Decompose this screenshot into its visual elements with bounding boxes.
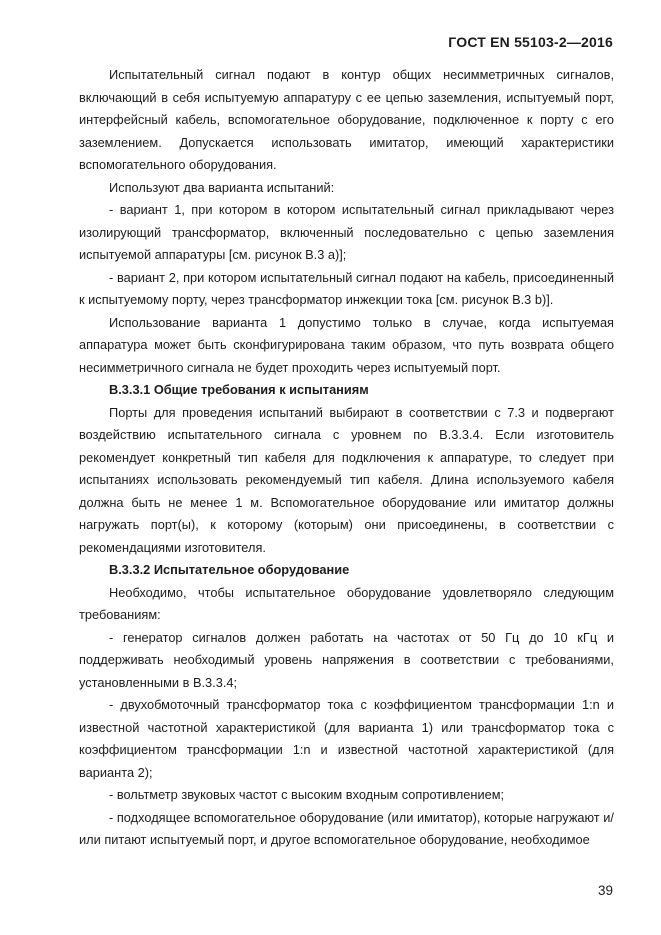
paragraph-variant-1-usage: Использование варианта 1 допустимо только в случае, когда испытуемая аппаратура может быть сконфигурирована таким образом, что путь возврата общего несимметричного сигнала не будет проходить через испытуемый порт.	[79, 314, 614, 375]
paragraph-equipment-intro: Необходимо, чтобы испытательное оборудование удовлетворяло следующим требованиям:	[79, 584, 614, 622]
list-item-variant-2: - вариант 2, при котором испытательный сигнал подают на кабель, присоединенный к испытуемому порту, через трансформатор инжекции тока [см. рисунок В.3 b)].	[79, 269, 614, 307]
list-item-auxiliary-equipment: - подходящее вспомогательное оборудование (или имитатор), которые нагружают и/или питают испытуемый порт, и другое вспомогательное оборудование, необходимое	[79, 809, 614, 847]
document-body	[79, 64, 614, 852]
section-heading-general-requirements: В.3.3.1 Общие требования к испытаниям	[109, 382, 369, 397]
page-number: 39	[597, 883, 613, 898]
list-item-voltmeter: - вольтметр звуковых частот с высоким входным сопротивлением;	[109, 787, 505, 802]
list-item-variant-1: - вариант 1, при котором в котором испытательный сигнал прикладывают через изолирующий трансформатор, включенный последовательно с цепью заземления испытуемой аппаратуры [см. рисунок В.3 а)];	[79, 202, 614, 262]
list-item-signal-generator: - генератор сигналов должен работать на частотах от 50 Гц до 10 кГц и поддерживать необходимый уровень напряжения в соответствии с требованиями, установленными в В.3.3.4;	[79, 629, 614, 690]
paragraph-test-signal: Испытательный сигнал подают в контур общих несимметричных сигналов, включающий в себя испытуемую аппаратуру с ее цепью заземления, испытуемый порт, интерфейсный кабель, вспомогательное оборудование, подключенное к порту с его заземлением. Допускается использовать имитатор, имеющий характеристики вспомогательного оборудования.	[79, 67, 614, 172]
paragraph-test-variants: Используют два варианта испытаний:	[109, 179, 335, 195]
section-heading-test-equipment: В.3.3.2 Испытательное оборудование	[109, 562, 350, 577]
standard-designation: ГОСТ EN 55103-2—2016	[448, 34, 613, 50]
paragraph-general-requirements: Порты для проведения испытаний выбирают в соответствии с 7.3 и подвергают воздействию испытательного сигнала с уровнем по В.3.3.4. Если изготовитель рекомендует конкретный тип кабеля для подключения к аппаратуре, то следует при испытаниях использовать рекомендуемый тип кабеля. Длина используемого кабеля должна быть не менее 1 м. Вспомогательное оборудование или имитатор должны нагружать порт(ы), к которому (которым) они присоединены, в соответствии с рекомендациями изготовителя.	[79, 404, 614, 555]
list-item-current-transformer: - двухобмоточный трансформатор тока с коэффициентом трансформации 1:n и известной частотной характеристикой (для варианта 1) или трансформатор тока с коэффициентом трансформации 1:n и известной частотной характеристикой (для варианта 2);	[79, 697, 614, 780]
